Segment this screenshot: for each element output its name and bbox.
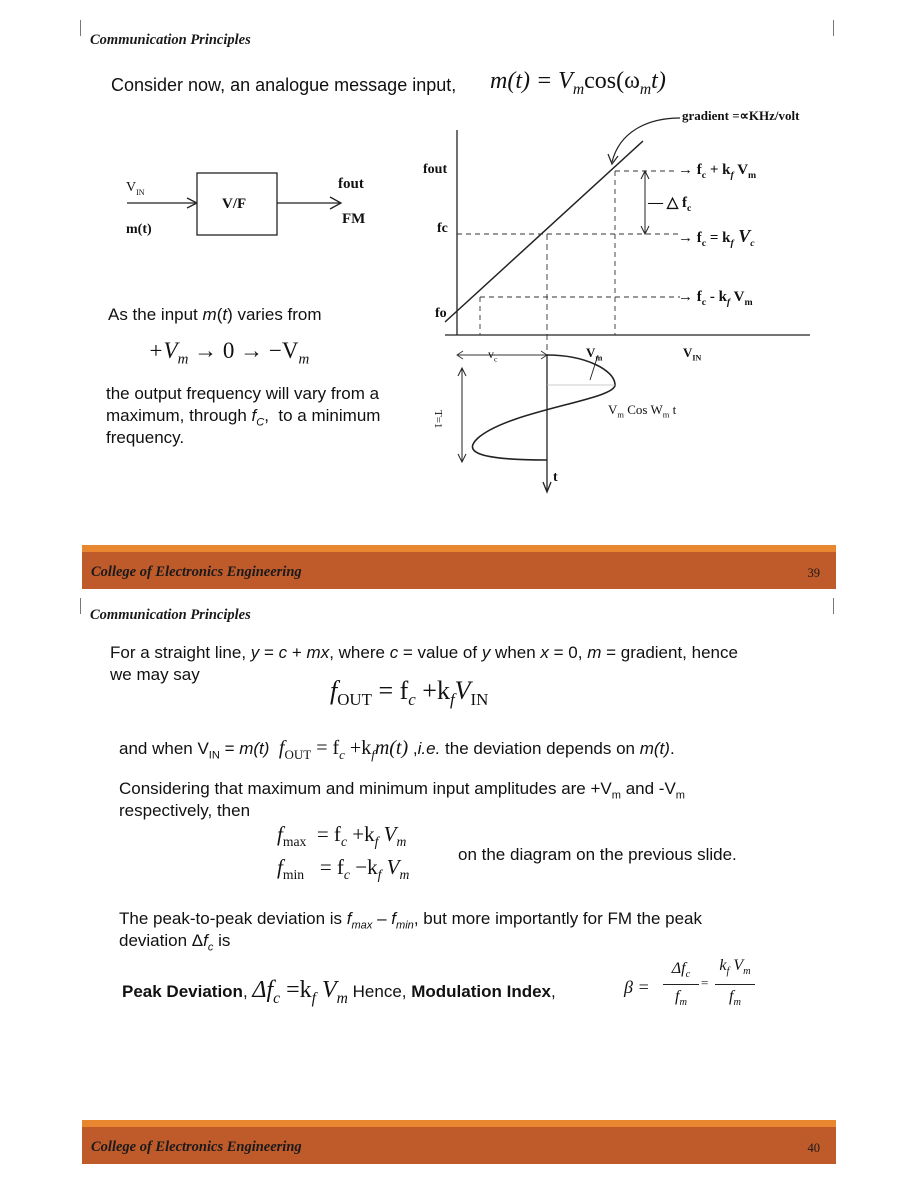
- page-corner-mark: [80, 20, 81, 36]
- delta-fc-label: — △ $f_c$: [648, 195, 692, 214]
- block-box-label: V/F: [222, 196, 247, 212]
- wave-label: $V_m$ Cos $W_m$ t: [608, 402, 677, 420]
- varies-text: As the input m(t) varies from: [108, 305, 322, 324]
- output-text-line3: frequency.: [106, 428, 185, 447]
- diagram-note: on the diagram on the previous slide.: [458, 845, 737, 864]
- output-text-line2: maximum, through $f_C$, to a minimum: [106, 406, 381, 429]
- respectively-text: respectively, then: [119, 801, 251, 820]
- peak-deviation-intro: deviation $\Delta f_c$ is: [119, 931, 231, 954]
- gradient-label: gradient =∝KHz/volt: [682, 108, 800, 123]
- page-corner-mark: [80, 598, 81, 614]
- vin-axis-label: $V_{IN}$: [683, 345, 702, 363]
- footer-title: College of Electronics Engineering: [91, 564, 302, 580]
- page-corner-mark: [833, 20, 834, 36]
- beta-fraction2-denominator: $f_m$: [729, 988, 741, 1009]
- vm-label: $V_m$: [586, 345, 603, 363]
- fmax-equation: $f_{max} = f_c +k_f$ $V_m$: [277, 822, 407, 850]
- peak-deviation-line: Peak Deviation, $\Delta f_c =k_f$ $V_m$ Hence, Modulation Index,: [122, 977, 556, 1007]
- intro-text: Consider now, an analogue message input,: [111, 75, 457, 95]
- beta-fraction1-denominator: $f_m$: [675, 988, 687, 1009]
- footer-title: College of Electronics Engineering: [91, 1139, 302, 1155]
- page-corner-mark: [833, 598, 834, 614]
- block-fm-label: FM: [342, 211, 366, 227]
- page-number: 39: [807, 566, 820, 580]
- cosine-wave: [472, 355, 615, 460]
- beta-fraction2-numerator: $k_f$ $V_m$: [719, 957, 751, 978]
- peak-to-peak-text: The peak-to-peak deviation is $f_{max} - f_{min}$, but more importantly for FM the peak: [119, 909, 702, 932]
- beta-equals: =: [701, 975, 709, 990]
- fout-equation: $f_{OUT} = f_c +k_fV_{IN}$: [330, 676, 489, 710]
- fmin-label: → $f_c - k_f$ $V_m$: [678, 289, 753, 308]
- block-fout-label: fout: [338, 176, 364, 192]
- page-number: 40: [807, 1141, 820, 1155]
- block-vin-label: $V_{IN}$: [126, 180, 145, 197]
- transfer-line: [445, 141, 643, 322]
- t-axis-label: t: [553, 470, 558, 485]
- page-footer: [82, 1120, 836, 1164]
- page-header: Communication Principles: [90, 607, 251, 623]
- intro-equation: $m(t) = V_m\cos(\omega_mt)$: [490, 68, 666, 98]
- output-text-line1: the output frequency will vary from a: [106, 384, 380, 403]
- fmax-label: → $f_c + k_f$ $V_m$: [678, 162, 757, 181]
- fmin-equation: $f_{min}$ = $f_c -k_f$ $V_m$: [277, 855, 410, 883]
- fraction-bar: [663, 984, 699, 985]
- fc-equation-label: → $f_c = k_f$ $V_c$: [678, 226, 755, 249]
- fraction-bar: [715, 984, 755, 985]
- period-label: T=1: [432, 410, 444, 429]
- when-vin-text: and when $V_{IN} = m(t) f_{OUT} = f_c +k_fm(t)$ ,i.e. the deviation depends on m(t).: [119, 737, 675, 762]
- we-may-say-text: we may say: [110, 665, 200, 684]
- straight-line-text: For a straight line, y = c + mx, where c = value of y when x = 0, m = gradient, hence: [110, 643, 738, 662]
- graph-fc-label: fc: [437, 221, 448, 236]
- beta-fraction1-numerator: $\Delta f_c$: [671, 960, 691, 981]
- considering-text: Considering that maximum and minimum input amplitudes are $+V_m$ and $-V_m$: [119, 779, 685, 802]
- page-header: Communication Principles: [90, 32, 251, 48]
- graph-fo-label: fo: [435, 306, 447, 321]
- sequence-equation: $+V_m \to 0 \to -V_m$: [148, 338, 310, 368]
- vc-label: $v_c$: [488, 347, 498, 364]
- block-mt-label: m(t): [126, 222, 152, 237]
- graph-fout-label: fout: [423, 162, 448, 177]
- beta-label: β =: [624, 977, 650, 997]
- page-footer: [82, 545, 836, 589]
- gradient-pointer: [612, 118, 680, 162]
- vf-transfer-graph: [430, 100, 850, 500]
